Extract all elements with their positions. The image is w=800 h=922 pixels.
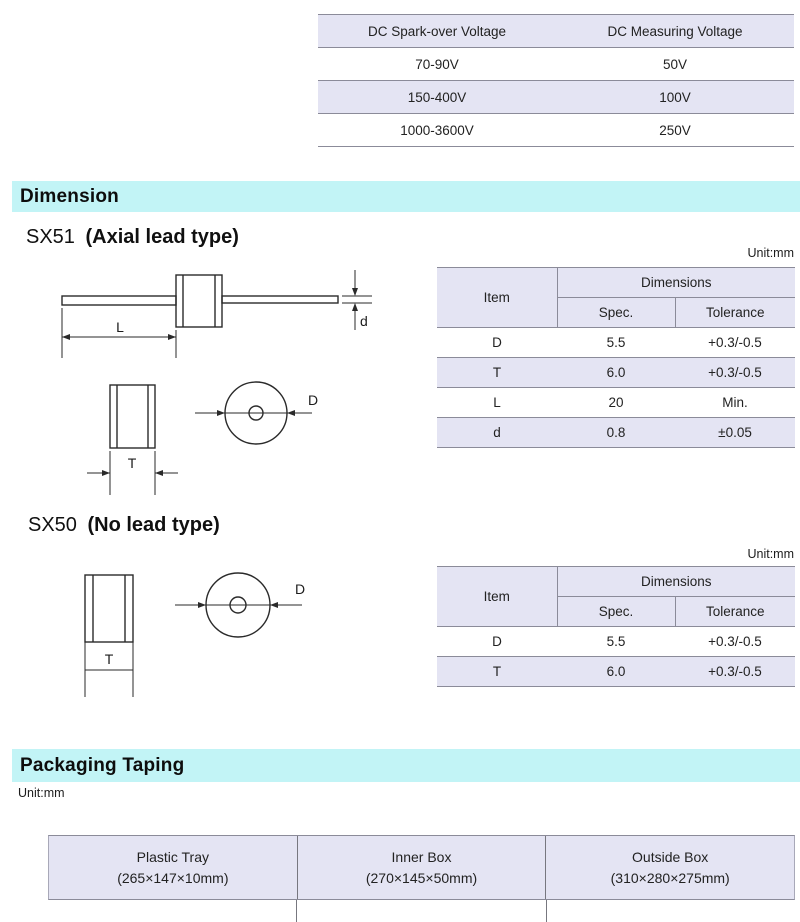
voltage-header-row — [318, 15, 794, 48]
packaging-col-size: (265×147×10mm) — [117, 869, 229, 886]
sx51-D-label: D — [308, 392, 319, 408]
cell-spec: 5.5 — [557, 328, 675, 358]
sx51-unit-label: Unit:mm — [747, 246, 794, 260]
packaging-body-cell — [48, 900, 296, 922]
cell-tolerance: ±0.05 — [675, 418, 795, 448]
sx51-d-dimension — [342, 270, 372, 330]
packaging-col-outside-box — [545, 836, 794, 899]
sx51-D-dimension — [195, 410, 312, 416]
voltage-table — [318, 14, 794, 147]
packaging-col-name: Inner Box — [391, 849, 452, 866]
sx51-diagram — [30, 258, 420, 498]
cell-tolerance: +0.3/-0.5 — [675, 328, 795, 358]
sx51-dimension-table — [437, 267, 795, 448]
sx50-T-label: T — [104, 651, 114, 667]
packaging-col-plastic-tray — [49, 836, 297, 899]
packaging-col-name: Outside Box — [632, 849, 709, 866]
sx51-T-label: T — [127, 455, 137, 471]
voltage-row — [318, 81, 794, 114]
sx50-side-view — [85, 575, 133, 697]
sx51-heading — [26, 226, 239, 249]
sx51-L-label: L — [116, 319, 124, 335]
table-row — [437, 657, 795, 687]
sx50-dimensions-header: Dimensions — [557, 567, 795, 597]
sx51-left-lead — [62, 296, 176, 305]
sx50-model-label: SX50 — [28, 514, 77, 536]
sx51-L-dimension — [62, 308, 176, 358]
sx51-dimensions-header: Dimensions — [557, 268, 795, 298]
sx50-D-label: D — [295, 581, 306, 597]
dimension-section-title: Dimension — [20, 185, 119, 207]
voltage-header-sparkover: DC Spark-over Voltage — [318, 15, 556, 48]
voltage-header-measuring: DC Measuring Voltage — [556, 15, 794, 48]
table-row — [437, 418, 795, 448]
voltage-row — [318, 114, 794, 147]
cell-spec: 6.0 — [557, 358, 675, 388]
voltage-cell: 150-400V — [318, 81, 556, 114]
sx51-axial-view — [62, 275, 338, 327]
sx51-right-lead — [222, 296, 338, 303]
packaging-section-band — [12, 749, 800, 782]
voltage-cell: 100V — [556, 81, 794, 114]
packaging-header-row — [48, 835, 795, 900]
packaging-table — [48, 835, 795, 922]
sx51-item-header: Item — [437, 268, 557, 328]
sx50-tolerance-header: Tolerance — [675, 597, 795, 627]
sx50-heading — [28, 514, 220, 537]
sx51-d-label: d — [360, 313, 368, 329]
packaging-col-size: (310×280×275mm) — [610, 869, 730, 886]
cell-item: T — [437, 358, 557, 388]
packaging-col-size: (270×145×50mm) — [365, 869, 478, 886]
sx50-item-header: Item — [437, 567, 557, 627]
table-row — [437, 358, 795, 388]
voltage-cell: 1000-3600V — [318, 114, 556, 147]
cell-spec: 5.5 — [557, 627, 675, 657]
sx50-spec-header: Spec. — [557, 597, 675, 627]
sx50-T-dimension — [85, 642, 133, 697]
sx50-body — [85, 575, 133, 642]
dimension-section-band — [12, 181, 800, 212]
voltage-row — [318, 48, 794, 81]
voltage-cell: 70-90V — [318, 48, 556, 81]
packaging-section-title: Packaging Taping — [20, 754, 185, 776]
cell-spec: 6.0 — [557, 657, 675, 687]
sx51-tolerance-header: Tolerance — [675, 298, 795, 328]
sx50-type-label: (No lead type) — [87, 514, 220, 536]
cell-spec: 20 — [557, 388, 675, 418]
cell-tolerance: +0.3/-0.5 — [675, 627, 795, 657]
cell-tolerance: Min. — [675, 388, 795, 418]
sx50-unit-label: Unit:mm — [747, 547, 794, 561]
cell-item: T — [437, 657, 557, 687]
sx51-model-label: SX51 — [26, 226, 75, 248]
packaging-body-cell — [546, 900, 795, 922]
cell-tolerance: +0.3/-0.5 — [675, 657, 795, 687]
cell-item: L — [437, 388, 557, 418]
cell-spec: 0.8 — [557, 418, 675, 448]
table-row — [437, 328, 795, 358]
cell-item: D — [437, 627, 557, 657]
sx50-diagram — [50, 560, 370, 710]
packaging-body-row — [48, 900, 795, 922]
sx50-dimension-table — [437, 566, 795, 687]
sx51-type-label: (Axial lead type) — [85, 226, 239, 248]
sx51-T-dimension — [87, 451, 178, 495]
table-row — [437, 388, 795, 418]
sx51-front-view — [87, 385, 178, 495]
packaging-col-name: Plastic Tray — [136, 849, 210, 866]
cell-item: d — [437, 418, 557, 448]
packaging-col-inner-box — [297, 836, 546, 899]
cell-tolerance: +0.3/-0.5 — [675, 358, 795, 388]
voltage-cell: 50V — [556, 48, 794, 81]
voltage-cell: 250V — [556, 114, 794, 147]
sx51-spec-header: Spec. — [557, 298, 675, 328]
table-row — [437, 627, 795, 657]
sx50-round-view — [175, 573, 305, 637]
cell-item: D — [437, 328, 557, 358]
sx50-D-dimension — [175, 602, 302, 608]
sx51-round-view — [195, 382, 318, 444]
packaging-body-cell — [296, 900, 545, 922]
packaging-unit-label: Unit:mm — [18, 786, 65, 800]
